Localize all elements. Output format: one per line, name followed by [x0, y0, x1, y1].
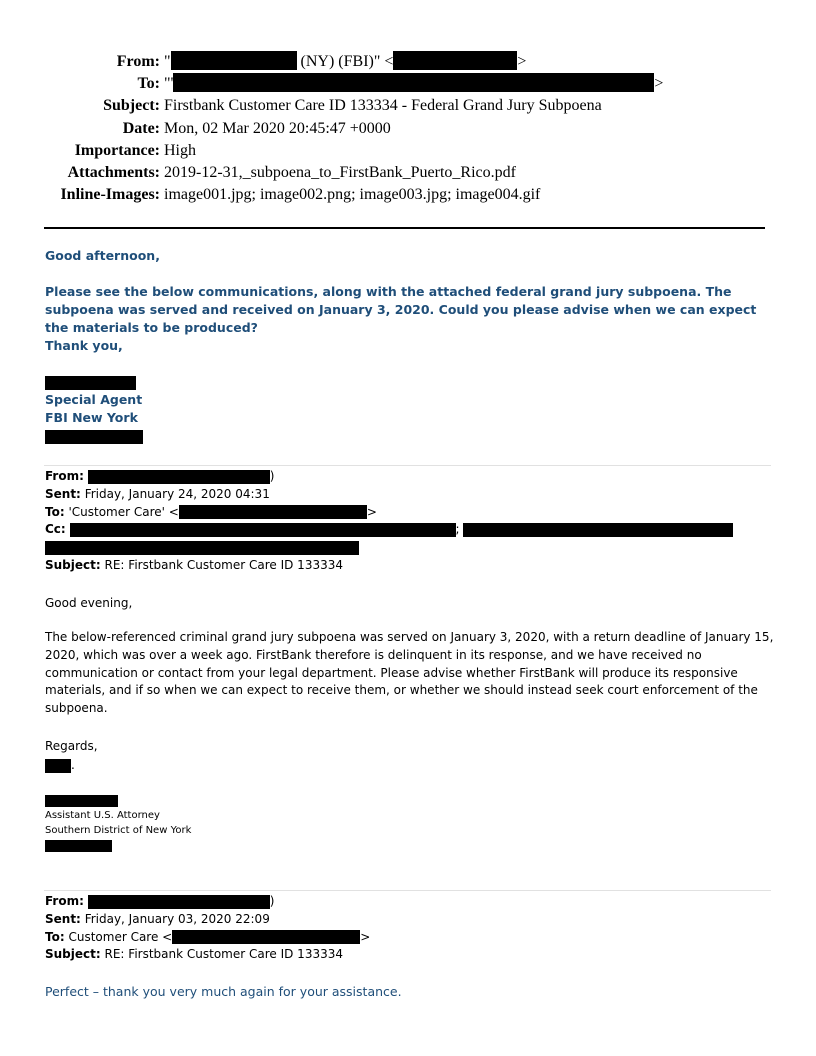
from-quote: ": [164, 53, 171, 70]
redaction-box: [70, 523, 456, 537]
message3-subject-row: [45, 946, 785, 964]
message2-sent-label: Sent:: [45, 486, 81, 501]
message3-to-close: >: [360, 929, 371, 944]
message3-subject-label: Subject:: [45, 947, 101, 962]
redaction-box: [463, 523, 733, 537]
message2-subject-value: RE: Firstbank Customer Care ID 133334: [104, 557, 343, 572]
attachments-label: Attachments:: [67, 163, 160, 181]
message2-sig-title: Assistant U.S. Attorney: [45, 810, 160, 821]
inline-images-label: Inline-Images:: [60, 186, 160, 204]
redaction-box: [45, 376, 136, 390]
header-inline-images-row: [0, 184, 816, 206]
message2-cc-row-2: [45, 539, 785, 557]
header-importance-row: [0, 140, 816, 162]
quote-divider: [44, 465, 771, 466]
redaction-box: [88, 470, 270, 484]
redaction-box: [173, 73, 654, 92]
message1-greeting: Good afternoon,: [45, 248, 160, 263]
message3-from-label: From:: [45, 894, 84, 908]
message3-to-label: To:: [45, 929, 65, 944]
message3-from-close: ): [269, 894, 275, 908]
message3-to-row: [45, 929, 785, 947]
email-header: [0, 51, 816, 206]
message2-subject-label: Subject:: [45, 557, 101, 572]
header-to-row: [0, 73, 816, 95]
message2-sig-org: Southern District of New York: [45, 825, 192, 836]
redaction-box: [45, 541, 359, 555]
message1-sig-org: FBI New York: [45, 410, 138, 425]
redaction-box: [45, 840, 112, 852]
message1-sig-title: Special Agent: [45, 392, 143, 407]
message3-sent-label: Sent:: [45, 911, 81, 926]
importance-value: High: [164, 141, 196, 159]
message2-from-close: ): [269, 469, 275, 483]
header-date-row: [0, 118, 816, 140]
redaction-box: [171, 51, 297, 70]
to-label: To:: [137, 75, 160, 93]
to-quote: "': [164, 75, 174, 93]
message2-to-label: To:: [45, 504, 65, 519]
from-org: (NY) (FBI)" <: [300, 53, 394, 70]
message2-cc-label: Cc:: [45, 522, 66, 537]
message2-sent-value: Friday, January 24, 2020 04:31: [84, 486, 270, 501]
message2-closing-dot: .: [71, 758, 75, 772]
to-value: [164, 73, 663, 95]
date-label: Date:: [122, 119, 160, 137]
inline-images-value: image001.jpg; image002.png; image003.jpg; image004.gif: [164, 186, 541, 204]
redaction-box: [88, 895, 270, 909]
attachment-link[interactable]: 2019-12-31,_subpoena_to_FirstBank_Puerto_Rico.pdf: [164, 163, 516, 181]
redaction-box: [45, 430, 143, 444]
message2-closing-name: [45, 757, 785, 775]
message2-greeting: Good evening,: [45, 596, 133, 610]
to-close: >: [654, 75, 664, 93]
message2-to-row: [45, 504, 785, 522]
message1-body: Please see the below communications, along with the attached federal grand jury subpoena. The subpoena was served and received on January 3, 2020. Could you please advise when we can expect the materials to be produced?: [45, 284, 757, 335]
message3-headers: [45, 893, 785, 964]
redaction-box: [179, 505, 367, 519]
from-label: From:: [116, 53, 160, 70]
message2-subject-row: [45, 557, 785, 575]
header-from-row: [0, 51, 816, 73]
message2-cc-row: [45, 521, 785, 539]
message3-sent-value: Friday, January 03, 2020 22:09: [84, 911, 270, 926]
message2-to-value: 'Customer Care' <: [68, 504, 179, 519]
message2-headers: [45, 468, 785, 575]
redaction-box: [45, 795, 118, 807]
message2-to-close: >: [366, 504, 377, 519]
subject-value: Firstbank Customer Care ID 133334 - Federal Grand Jury Subpoena: [164, 97, 602, 115]
message2-body: The below-referenced criminal grand jury subpoena was served on January 3, 2020, with a return deadline of January 15, 2020, which was over a week ago. FirstBank therefore is delinquent in its response, and we have received no communication or contact from your legal department. Please advise whether FirstBank will produce its responsive materials, and if so when we can expect to receive them, or whether we should instead seek court enforcement of the subpoena.: [45, 630, 774, 716]
message3-body: Perfect – thank you very much again for your assistance.: [45, 984, 402, 999]
subject-label: Subject:: [103, 97, 160, 115]
message2-sent-row: [45, 486, 785, 504]
redaction-box: [393, 51, 517, 70]
importance-label: Importance:: [74, 141, 160, 159]
header-attachments-row: [0, 162, 816, 184]
header-divider: [44, 227, 765, 229]
message1-closing: Thank you,: [45, 338, 123, 353]
redaction-box: [172, 930, 360, 944]
from-value: [164, 51, 526, 73]
message2-from-row: [45, 468, 785, 486]
from-close: >: [517, 53, 527, 70]
header-subject-row: [0, 95, 816, 117]
message3-sent-row: [45, 911, 785, 929]
message3-subject-value: RE: Firstbank Customer Care ID 133334: [104, 947, 343, 962]
message2-cc-separator: ;: [455, 522, 460, 537]
message3-from-row: [45, 893, 785, 911]
quote-divider: [44, 890, 771, 891]
message3-to-value: Customer Care <: [68, 929, 173, 944]
message2-from-label: From:: [45, 469, 84, 483]
redaction-box: [45, 759, 71, 773]
date-value: Mon, 02 Mar 2020 20:45:47 +0000: [164, 119, 391, 137]
message2-closing: Regards,: [45, 739, 98, 753]
